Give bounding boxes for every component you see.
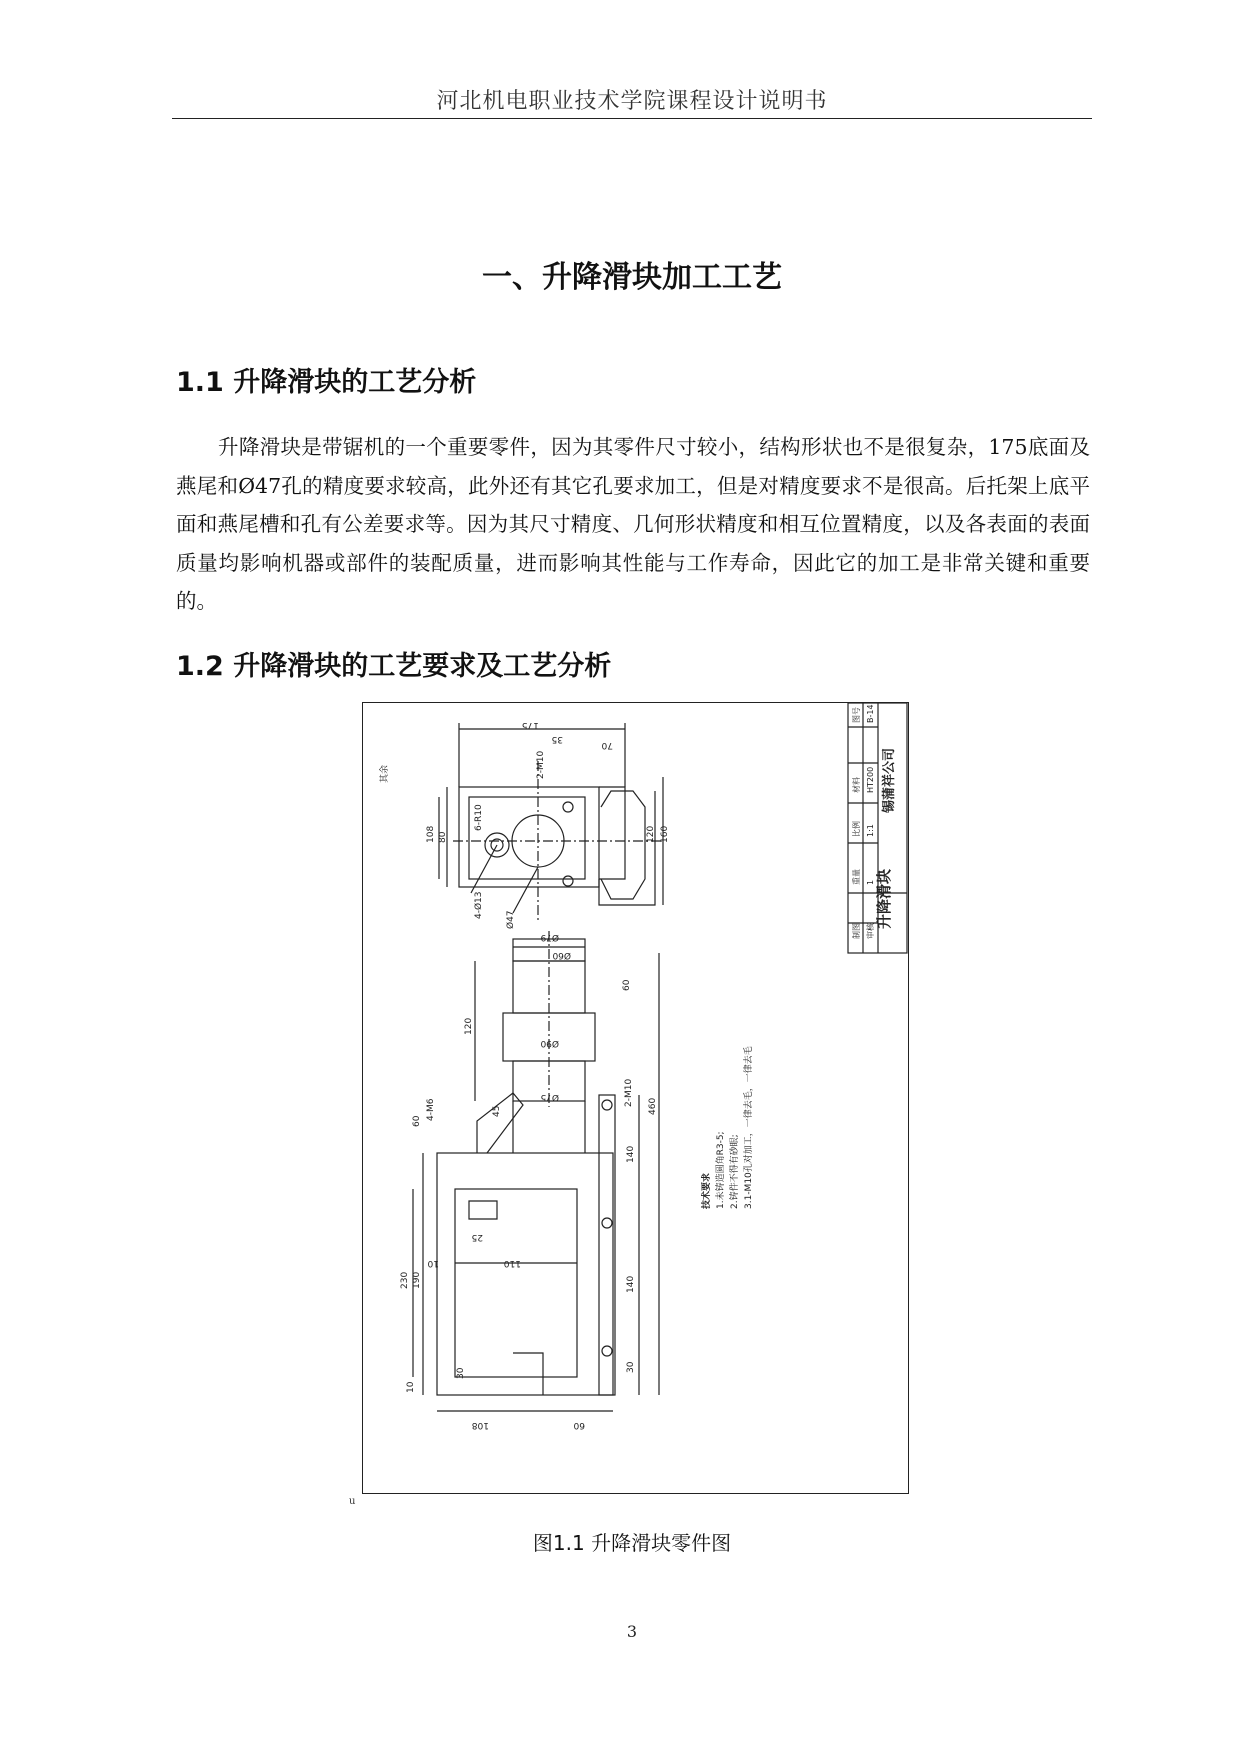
dim-108: 108 [426,825,436,843]
label-scale: 比例 [852,821,861,837]
dim-6-r10: 6-R10 [474,804,484,831]
dim-phi79: Ø79 [540,932,559,942]
dim-120-front: 120 [464,1017,474,1035]
dim-2-m10-front: 2-M10 [624,1078,634,1107]
dim-45: 45 [492,1105,502,1117]
dim-4-phi13: 4-Ø13 [474,891,484,919]
header-rule [172,118,1092,119]
dim-2-m10: 2-M10 [536,750,546,779]
label-draft: 制图 [852,923,861,939]
dim-70: 70 [601,740,613,750]
count-value: 1 [866,879,875,885]
dim-230: 230 [400,1271,410,1289]
dim-10: 10 [427,1258,439,1268]
dim-60-bottom: 60 [412,1115,422,1127]
dim-4-m6: 4-M6 [426,1098,436,1121]
label-material: 材料 [852,777,861,793]
tech-requirements-title: 技术要求 [702,1172,712,1209]
part-name: 升降滑块 [875,868,893,929]
dim-190: 190 [412,1271,422,1289]
dim-35: 35 [551,734,563,744]
page-header: 河北机电职业技术学院课程设计说明书 [436,89,828,114]
dim-30: 30 [456,1367,466,1379]
tech-note-1: 1.未铸造圆角R3-5; [716,1131,726,1209]
dim-30-side: 30 [626,1361,636,1373]
tech-note-2: 2.铸件不得有砂眼; [730,1134,740,1209]
material-value: HT200 [866,766,875,793]
label-drawing-no: 图号 [852,707,861,723]
dim-140-b: 140 [626,1275,636,1293]
drawing-no-value: B-14 [866,704,875,723]
page-number: 3 [626,1622,638,1641]
dim-60-front: 60 [622,979,632,991]
dim-phi60: Ø60 [552,950,571,960]
dim-60-side: 60 [573,1420,585,1430]
figure-caption: 图1.1 升降滑块零件图 [532,1531,732,1555]
dim-phi90: Ø90 [540,1038,559,1048]
dim-80: 80 [438,831,448,843]
dim-140-a: 140 [626,1145,636,1163]
section-heading-1-2: 1.2 升降滑块的工艺要求及工艺分析 [176,651,612,682]
body-paragraph: 升降滑块是带锯机的一个重要零件，因为其零件尺寸较小，结构形状也不是很复杂，175底面及燕尾和Ø47孔的精度要求较高，此外还有其它孔要求加工，但是对精度要求不是很高。后托架上底平面和燕尾槽和孔有公差要求等。因为其尺寸精度、几何形状精度和相互位置精度，以及各表面的表面质量均影响机器或部件的装配质量，进而影响其性能与工作寿命，因此它的加工是非常关键和重要的。 [176,435,1090,613]
dim-phi75: Ø75 [540,1092,559,1102]
label-weight: 重量 [852,869,861,885]
dim-120: 120 [646,825,656,843]
scale-value: 1:1 [866,824,875,837]
dim-phi47: Ø47 [506,910,516,929]
dim-160: 160 [660,825,670,843]
label-review: 审核 [866,923,875,939]
dim-108-bottom: 108 [471,1420,489,1430]
hidden-table-labels [363,703,377,705]
page-mark: u [349,1496,356,1507]
dim-175: 175 [521,720,539,730]
section-heading-1-1: 1.1 升降滑块的工艺分析 [176,367,477,398]
dim-10-bottom: 10 [406,1381,416,1393]
chapter-title: 一、升降滑块加工工艺 [482,260,782,295]
company-name: 锡蒲祥公司 [882,747,897,813]
dim-110: 110 [503,1258,521,1268]
tech-note-3: 3.1-M10孔对加工，一律去毛，一律去毛 [744,1046,754,1209]
engineering-drawing [362,702,909,1494]
dim-460: 460 [648,1097,658,1115]
roughness-note: 其余 [380,764,390,783]
dim-25: 25 [471,1232,483,1242]
